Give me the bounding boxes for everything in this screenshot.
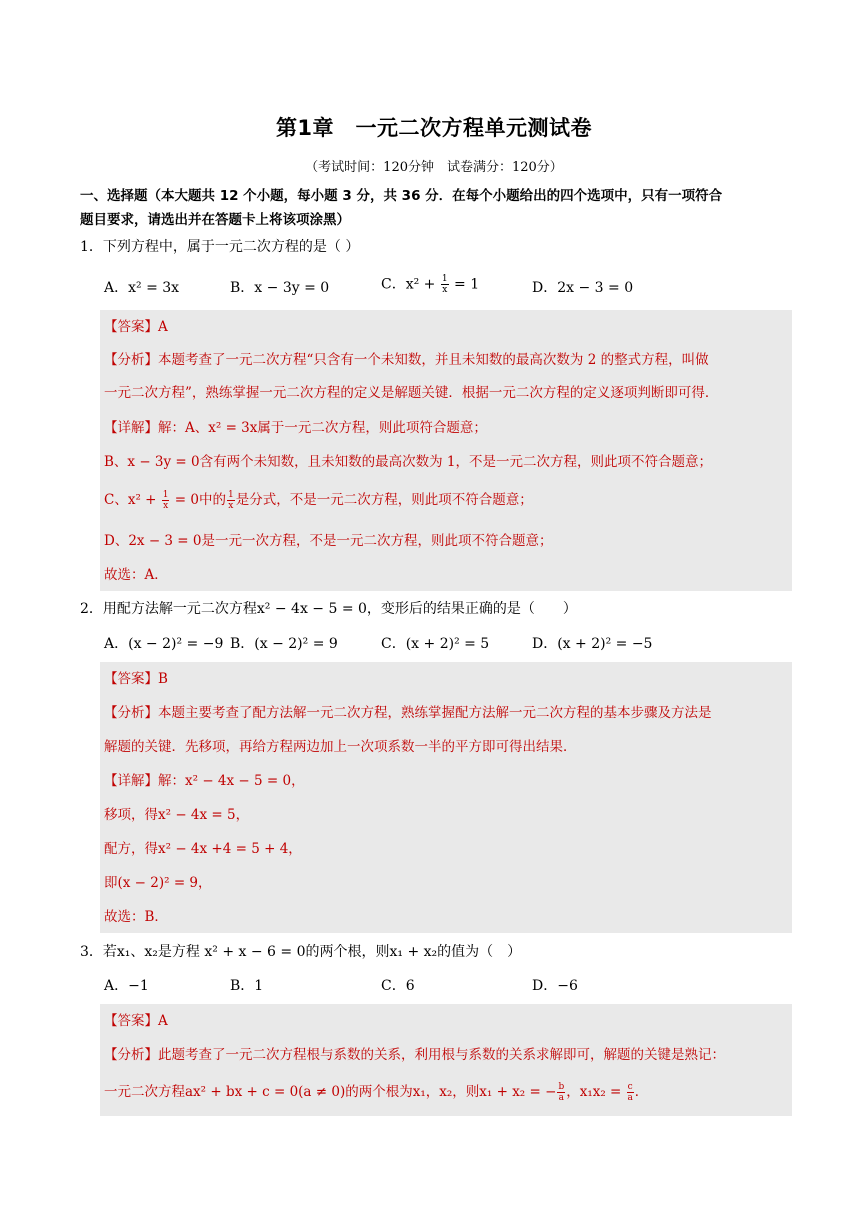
question-3-option-b: B．1 bbox=[230, 978, 264, 994]
question-3-analysis-line-2: 一元二次方程ax² + bx + c = 0(a ≠ 0)的两个根为x₁，x₂，则x₁ + x₂ = − $\frac{b}{a}$ ，x₁x₂ = $\frac{c}{a}$ ． bbox=[104, 1082, 649, 1103]
section-heading-line-2: 题目要求，请选出并在答题卡上将该项涂黑） bbox=[80, 212, 350, 228]
option-c-text: C．x² + bbox=[381, 276, 440, 293]
question-1-analysis-line-2: 一元二次方程”，熟练掌握一元二次方程的定义是解题关键．根据一元二次方程的定义逐项判断即可得． bbox=[104, 385, 719, 401]
section-heading bbox=[80, 184, 792, 232]
question-1-detail-line-4: D、2x − 3 = 0是一元一次方程，不是一元二次方程，则此项不符合题意； bbox=[104, 533, 553, 549]
question-2-option-a: A．(x − 2)² = −9 bbox=[104, 636, 224, 652]
fraction: $\frac{1}{x}$ bbox=[441, 274, 448, 295]
fraction: $\frac{b}{a}$ bbox=[558, 1082, 565, 1103]
question-1-detail-line-2: B、x − 3y = 0含有两个未知数，且未知数的最高次数为 1，不是一元二次方程，则此项不符合题意； bbox=[104, 454, 713, 470]
fraction: $\frac{1}{x}$ bbox=[227, 490, 234, 511]
question-2-detail-line-1: 【详解】解：x² − 4x − 5 = 0， bbox=[104, 773, 305, 789]
question-2-detail-line-2: 移项，得x² − 4x = 5， bbox=[104, 807, 250, 823]
exam-info: （考试时间：120分钟 试卷满分：120分） bbox=[305, 160, 563, 175]
question-1-answer: 【答案】A bbox=[104, 319, 168, 335]
question-1-detail-line-3: C、x² + $\frac{1}{x}$ = 0中的 $\frac{1}{x}$ 是分式，不是一元二次方程，则此项不符合题意； bbox=[104, 490, 533, 511]
fraction: $\frac{1}{x}$ bbox=[162, 490, 169, 511]
question-3-option-c: C．6 bbox=[381, 978, 415, 994]
fraction: $\frac{c}{a}$ bbox=[627, 1082, 633, 1103]
question-2-analysis-line-2: 解题的关键．先移项，再给方程两边加上一次项系数一半的平方即可得出结果． bbox=[104, 739, 577, 755]
question-2-option-c: C．(x + 2)² = 5 bbox=[381, 636, 490, 652]
question-1-option-c bbox=[381, 274, 479, 295]
question-2-option-d: D．(x + 2)² = −5 bbox=[532, 636, 653, 652]
question-1-detail-line-1: 【详解】解：A、x² = 3x属于一元二次方程，则此项符合题意； bbox=[104, 420, 487, 436]
question-1-choice: 故选：A． bbox=[104, 567, 168, 583]
question-3-option-a: A．−1 bbox=[104, 978, 149, 994]
question-2-choice: 故选：B． bbox=[104, 909, 168, 925]
question-2-answer: 【答案】B bbox=[104, 671, 168, 687]
page-title: 第1章 一元二次方程单元测试卷 bbox=[275, 116, 593, 140]
question-2-analysis-line-1: 【分析】本题主要考查了配方法解一元二次方程，熟练掌握配方法解一元二次方程的基本步骤及方法是 bbox=[104, 705, 712, 721]
question-3-answer: 【答案】A bbox=[104, 1013, 168, 1029]
question-1-stem: 1．下列方程中，属于一元二次方程的是（ ） bbox=[80, 239, 360, 255]
section-heading-line-1: 一、选择题（本大题共 12 个小题，每小题 3 分，共 36 分．在每个小题给出的四个选项中，只有一项符合 bbox=[80, 188, 723, 204]
question-1-option-a: A．x² = 3x bbox=[104, 280, 180, 296]
question-3-analysis-line-1: 【分析】此题考查了一元二次方程根与系数的关系，利用根与系数的关系求解即可，解题的关键是熟记： bbox=[104, 1047, 725, 1063]
question-1-option-d: D．2x − 3 = 0 bbox=[532, 280, 634, 296]
question-2-option-b: B．(x − 2)² = 9 bbox=[230, 636, 338, 652]
question-3-option-d: D．−6 bbox=[532, 978, 578, 994]
question-2-detail-line-3: 配方，得x² − 4x +4 = 5 + 4， bbox=[104, 841, 302, 857]
question-3-stem: 3．若x₁、x₂是方程 x² + x − 6 = 0的两个根，则x₁ + x₂的值为（ ） bbox=[80, 944, 522, 960]
question-1-option-b: B．x − 3y = 0 bbox=[230, 280, 330, 296]
option-c-tail: = 1 bbox=[449, 276, 480, 293]
question-2-detail-line-4: 即(x − 2)² = 9， bbox=[104, 875, 212, 891]
question-2-stem: 2．用配方法解一元二次方程x² − 4x − 5 = 0，变形后的结果正确的是（ ） bbox=[80, 601, 577, 617]
question-1-analysis-line-1: 【分析】本题考查了一元二次方程“只含有一个未知数，并且未知数的最高次数为 2 的整式方程，叫做 bbox=[104, 352, 709, 368]
